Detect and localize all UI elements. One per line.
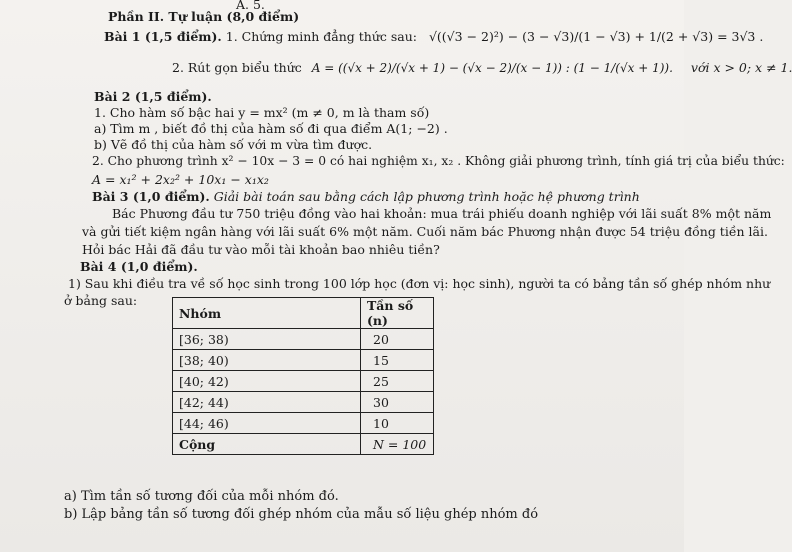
table-header-frequency: Tần số (n) [361,298,434,329]
table-cell-group: [44; 46) [173,413,361,434]
table-cell-group: [40; 42) [173,371,361,392]
bai1-p2-text: 2. Rút gọn biểu thức [172,60,302,75]
bai4-p2: ở bảng sau: [64,293,138,308]
bai3-line1 [92,189,640,205]
frequency-table [172,297,434,455]
section-title: Phần II. Tự luận (8,0 điểm) [108,9,300,24]
table-cell-frequency: 10 [361,413,434,434]
table-cell-group: [36; 38) [173,329,361,350]
bai4-qa: a) Tìm tần số tương đối của mỗi nhóm đó. [64,489,339,504]
table-cell-group: [38; 40) [173,350,361,371]
table-row [173,329,434,350]
table-total-value: N = 100 [361,434,434,455]
bai1-p2-formula: A = ((√x + 2)/(√x + 1) − (√x − 2)/(x − 1)) : (1 − 1/(√x + 1)). [311,61,673,75]
top-fragment: A. 5. [236,0,265,12]
table-cell-frequency: 15 [361,350,434,371]
bai1-p1-text: 1. Chứng minh đẳng thức sau: [225,29,417,44]
table-cell-frequency: 25 [361,371,434,392]
table-cell-group: [42; 44) [173,392,361,413]
bai1-p1-formula: √((√3 − 2)²) − (3 − √3)/(1 − √3) + 1/(2 + √3) = 3√3 . [428,29,764,44]
bai2-title: Bài 2 (1,5 điểm). [94,89,212,104]
table-header-row [173,298,434,329]
bai3-p2: và gửi tiết kiệm ngân hàng với lãi suất 6% một năm. Cuối năm bác Phương nhận được 54 triệu đồng tiền lãi. [82,224,768,239]
table-total-row [173,434,434,455]
bai3-instruction: Giải bài toán sau bằng cách lập phương trình hoặc hệ phương trình [213,189,640,204]
table-row [173,392,434,413]
table-total-label: Cộng [173,434,361,455]
bai1-line2 [172,60,792,76]
table-row [173,371,434,392]
bai2-l4: 2. Cho phương trình x² − 10x − 3 = 0 có hai nghiệm x₁, x₂ . Không giải phương trình, tính giá trị của biểu thức: [92,154,785,168]
table-row [173,413,434,434]
bai1-p2-condition: với x > 0; x ≠ 1. [690,60,792,75]
bai4-title: Bài 4 (1,0 điểm). [80,259,198,274]
table-header-group: Nhóm [173,298,361,329]
bai4-p1: 1) Sau khi điều tra về số học sinh trong 100 lớp học (đơn vị: học sinh), người ta có bảng tần số ghép nhóm như [68,276,771,291]
bai3-title: Bài 3 (1,0 điểm). [92,189,210,204]
bai4-qb: b) Lập bảng tần số tương đối ghép nhóm của mẫu số liệu ghép nhóm đó [64,507,539,522]
bai3-p3: Hỏi bác Hải đã đầu tư vào mỗi tài khoản bao nhiêu tiền? [82,242,440,257]
table-row [173,350,434,371]
bai1-line1 [104,29,763,45]
bai2-l1: 1. Cho hàm số bậc hai y = mx² (m ≠ 0, m là tham số) [94,105,430,120]
bai1-title: Bài 1 (1,5 điểm). [104,29,222,44]
bai2-l2: a) Tìm m , biết đồ thị của hàm số đi qua điểm A(1; −2) . [94,121,448,136]
bai2-l3: b) Vẽ đồ thị của hàm số với m vừa tìm được. [94,137,373,152]
table-cell-frequency: 20 [361,329,434,350]
table-cell-frequency: 30 [361,392,434,413]
bai2-l5: A = x₁² + 2x₂² + 10x₁ − x₁x₂ [92,172,269,187]
bai3-p1: Bác Phương đầu tư 750 triệu đồng vào hai khoản: mua trái phiếu doanh nghiệp với lãi suất 8% một năm [112,206,772,221]
